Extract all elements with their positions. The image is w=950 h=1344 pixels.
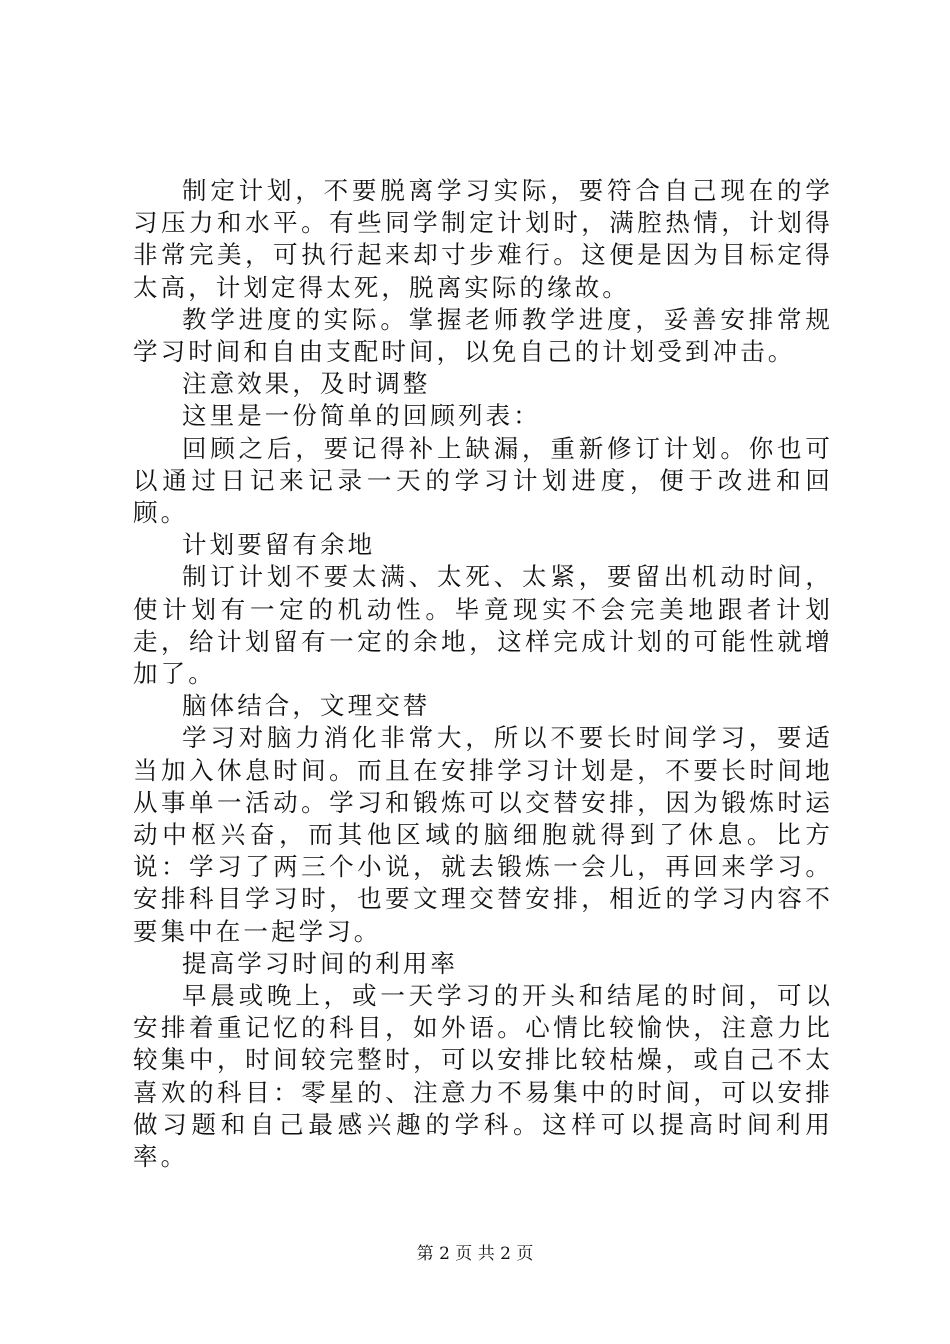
page-footer: 第 2 页 共 2 页 [416,1244,534,1264]
body-paragraph: 教学进度的实际。掌握老师教学进度，妥善安排常规学习时间和自由支配时间，以免自己的计划受到冲击。 [133,304,833,367]
body-paragraph: 这里是一份简单的回顾列表： [182,401,541,431]
section-heading: 提高学习时间的利用率 [182,948,458,978]
section-heading: 计划要留有余地 [182,530,376,560]
section-heading: 脑体结合，文理交替 [182,691,431,721]
section-heading: 注意效果，及时调整 [182,369,431,399]
document-body [133,175,833,1173]
body-paragraph: 回顾之后，要记得补上缺漏，重新修订计划。你也可以通过日记来记录一天的学习计划进度，便于改进和回顾。 [133,433,833,528]
body-paragraph: 学习对脑力消化非常大，所以不要长时间学习，要适当加入休息时间。而且在安排学习计划是，不要长时间地从事单一活动。学习和锻炼可以交替安排，因为锻炼时运动中枢兴奋，而其他区域的脑细胞就得到了休息。比方说：学习了两三个小说，就去锻炼一会儿，再回来学习。安排科目学习时，也要文理交替安排，相近的学习内容不要集中在一起学习。 [133,723,833,946]
body-paragraph: 早晨或晚上，或一天学习的开头和结尾的时间，可以安排着重记忆的科目，如外语。心情比较愉快，注意力比较集中，时间较完整时，可以安排比较枯燥，或自己不太喜欢的科目：零星的、注意力不易集中的时间，可以安排做习题和自己最感兴趣的学科。这样可以提高时间利用率。 [133,981,833,1172]
body-paragraph: 制定计划，不要脱离学习实际，要符合自己现在的学习压力和水平。有些同学制定计划时，满腔热情，计划得非常完美，可执行起来却寸步难行。这便是因为目标定得太高，计划定得太死，脱离实际的缘故。 [133,176,833,302]
body-paragraph: 制订计划不要太满、太死、太紧，要留出机动时间，使计划有一定的机动性。毕竟现实不会完美地跟者计划走，给计划留有一定的余地，这样完成计划的可能性就增加了。 [133,562,833,689]
